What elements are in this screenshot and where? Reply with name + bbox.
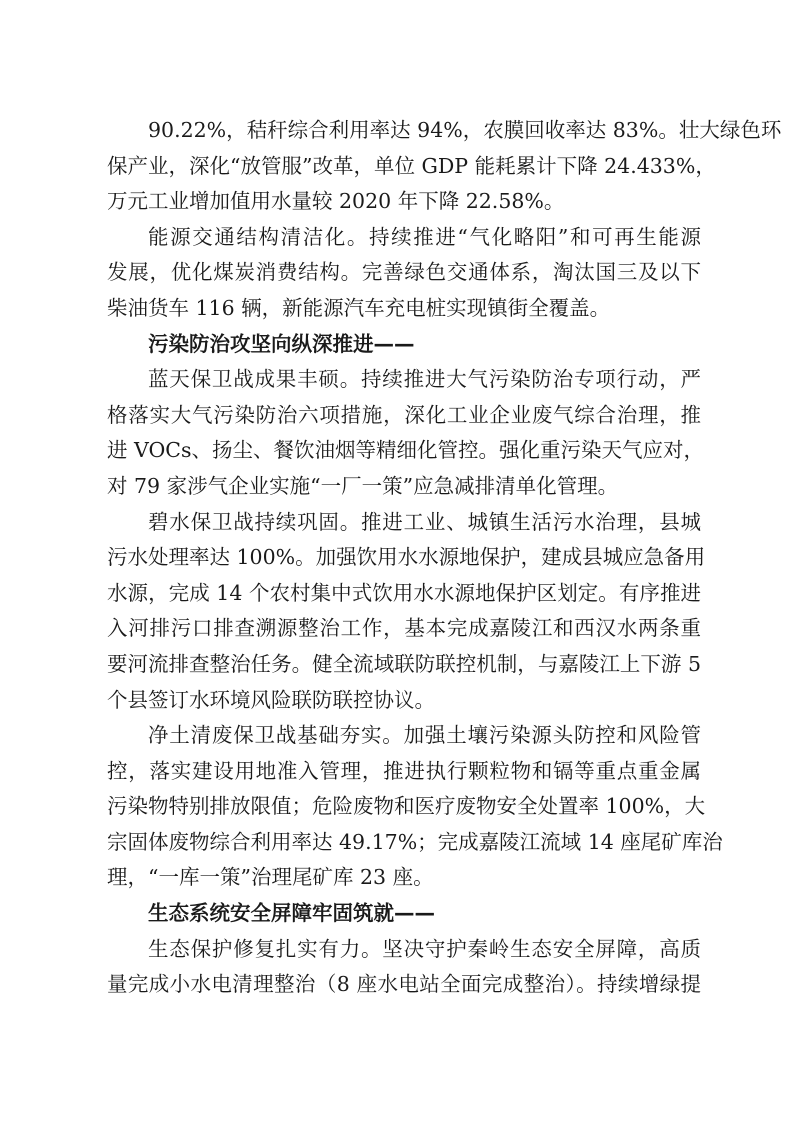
text-line: 格落实大气污染防治六项措施，深化工业企业废气综合治理，推	[107, 402, 701, 427]
paragraph	[107, 932, 701, 1003]
text-line: 污染防治攻坚向纵深推进——	[148, 331, 415, 356]
paragraph	[107, 505, 706, 719]
text-line: 入河排污口排查溯源整治工作，基本完成嘉陵江和西汉水两条重	[107, 616, 701, 641]
text-line: 对 79 家涉气企业实施“一厂一策”应急减排清单化管理。	[107, 473, 619, 498]
text-line: 净土清废保卫战基础夯实。加强土壤污染源头防控和风险管	[148, 723, 701, 748]
text-line: 要河流排查整治任务。健全流域联防联控机制，与嘉陵江上下游 5	[107, 651, 701, 676]
paragraph	[107, 113, 782, 220]
text-line: 个县签订水环境风险联防联控协议。	[107, 687, 435, 712]
text-line: 能源交通结构清洁化。持续推进“气化略阳”和可再生能源	[148, 224, 701, 249]
text-line: 污染物特别排放限值；危险废物和医疗废物安全处置率 100%，大	[107, 794, 706, 819]
text-line: 保产业，深化“放管服”改革，单位 GDP 能耗累计下降 24.433%，	[107, 153, 716, 178]
text-line: 进 VOCs、扬尘、餐饮油烟等精细化管控。强化重污染天气应对，	[107, 438, 704, 463]
text-line: 水源，完成 14 个农村集中式饮用水水源地保护区划定。有序推进	[107, 580, 701, 605]
text-line: 控，落实建设用地准入管理，推进执行颗粒物和镉等重点重金属	[107, 758, 701, 783]
text-line: 理，“一库一策”治理尾矿库 23 座。	[107, 865, 434, 890]
text-line: 污水处理率达 100%。加强饮用水水源地保护，建成县城应急备用	[107, 545, 706, 570]
text-line: 发展，优化煤炭消费结构。完善绿色交通体系，淘汰国三及以下	[107, 260, 701, 285]
section-heading	[107, 327, 701, 363]
text-line: 万元工业增加值用水量较 2020 年下降 22.58%。	[107, 189, 565, 214]
section-heading	[107, 896, 701, 932]
text-line: 碧水保卫战持续巩固。推进工业、城镇生活污水治理，县城	[148, 509, 701, 534]
text-line: 柴油货车 116 辆，新能源汽车充电桩实现镇街全覆盖。	[107, 295, 611, 320]
text-line: 量完成小水电清理整治（8 座水电站全面完成整治）。持续增绿提	[107, 972, 701, 997]
paragraph	[107, 718, 723, 896]
text-line: 生态系统安全屏障牢固筑就——	[148, 901, 435, 926]
paragraph	[107, 220, 701, 327]
document-page	[107, 113, 782, 1003]
text-line: 90.22%，秸秆综合利用率达 94%，农膜回收率达 83%。壮大绿色环	[148, 118, 782, 142]
paragraph	[107, 362, 704, 504]
text-line: 宗固体废物综合利用率达 49.17%；完成嘉陵江流域 14 座尾矿库治	[107, 829, 723, 854]
text-line: 生态保护修复扎实有力。坚决守护秦岭生态安全屏障，高质	[148, 936, 701, 961]
text-line: 蓝天保卫战成果丰硕。持续推进大气污染防治专项行动，严	[148, 367, 701, 392]
